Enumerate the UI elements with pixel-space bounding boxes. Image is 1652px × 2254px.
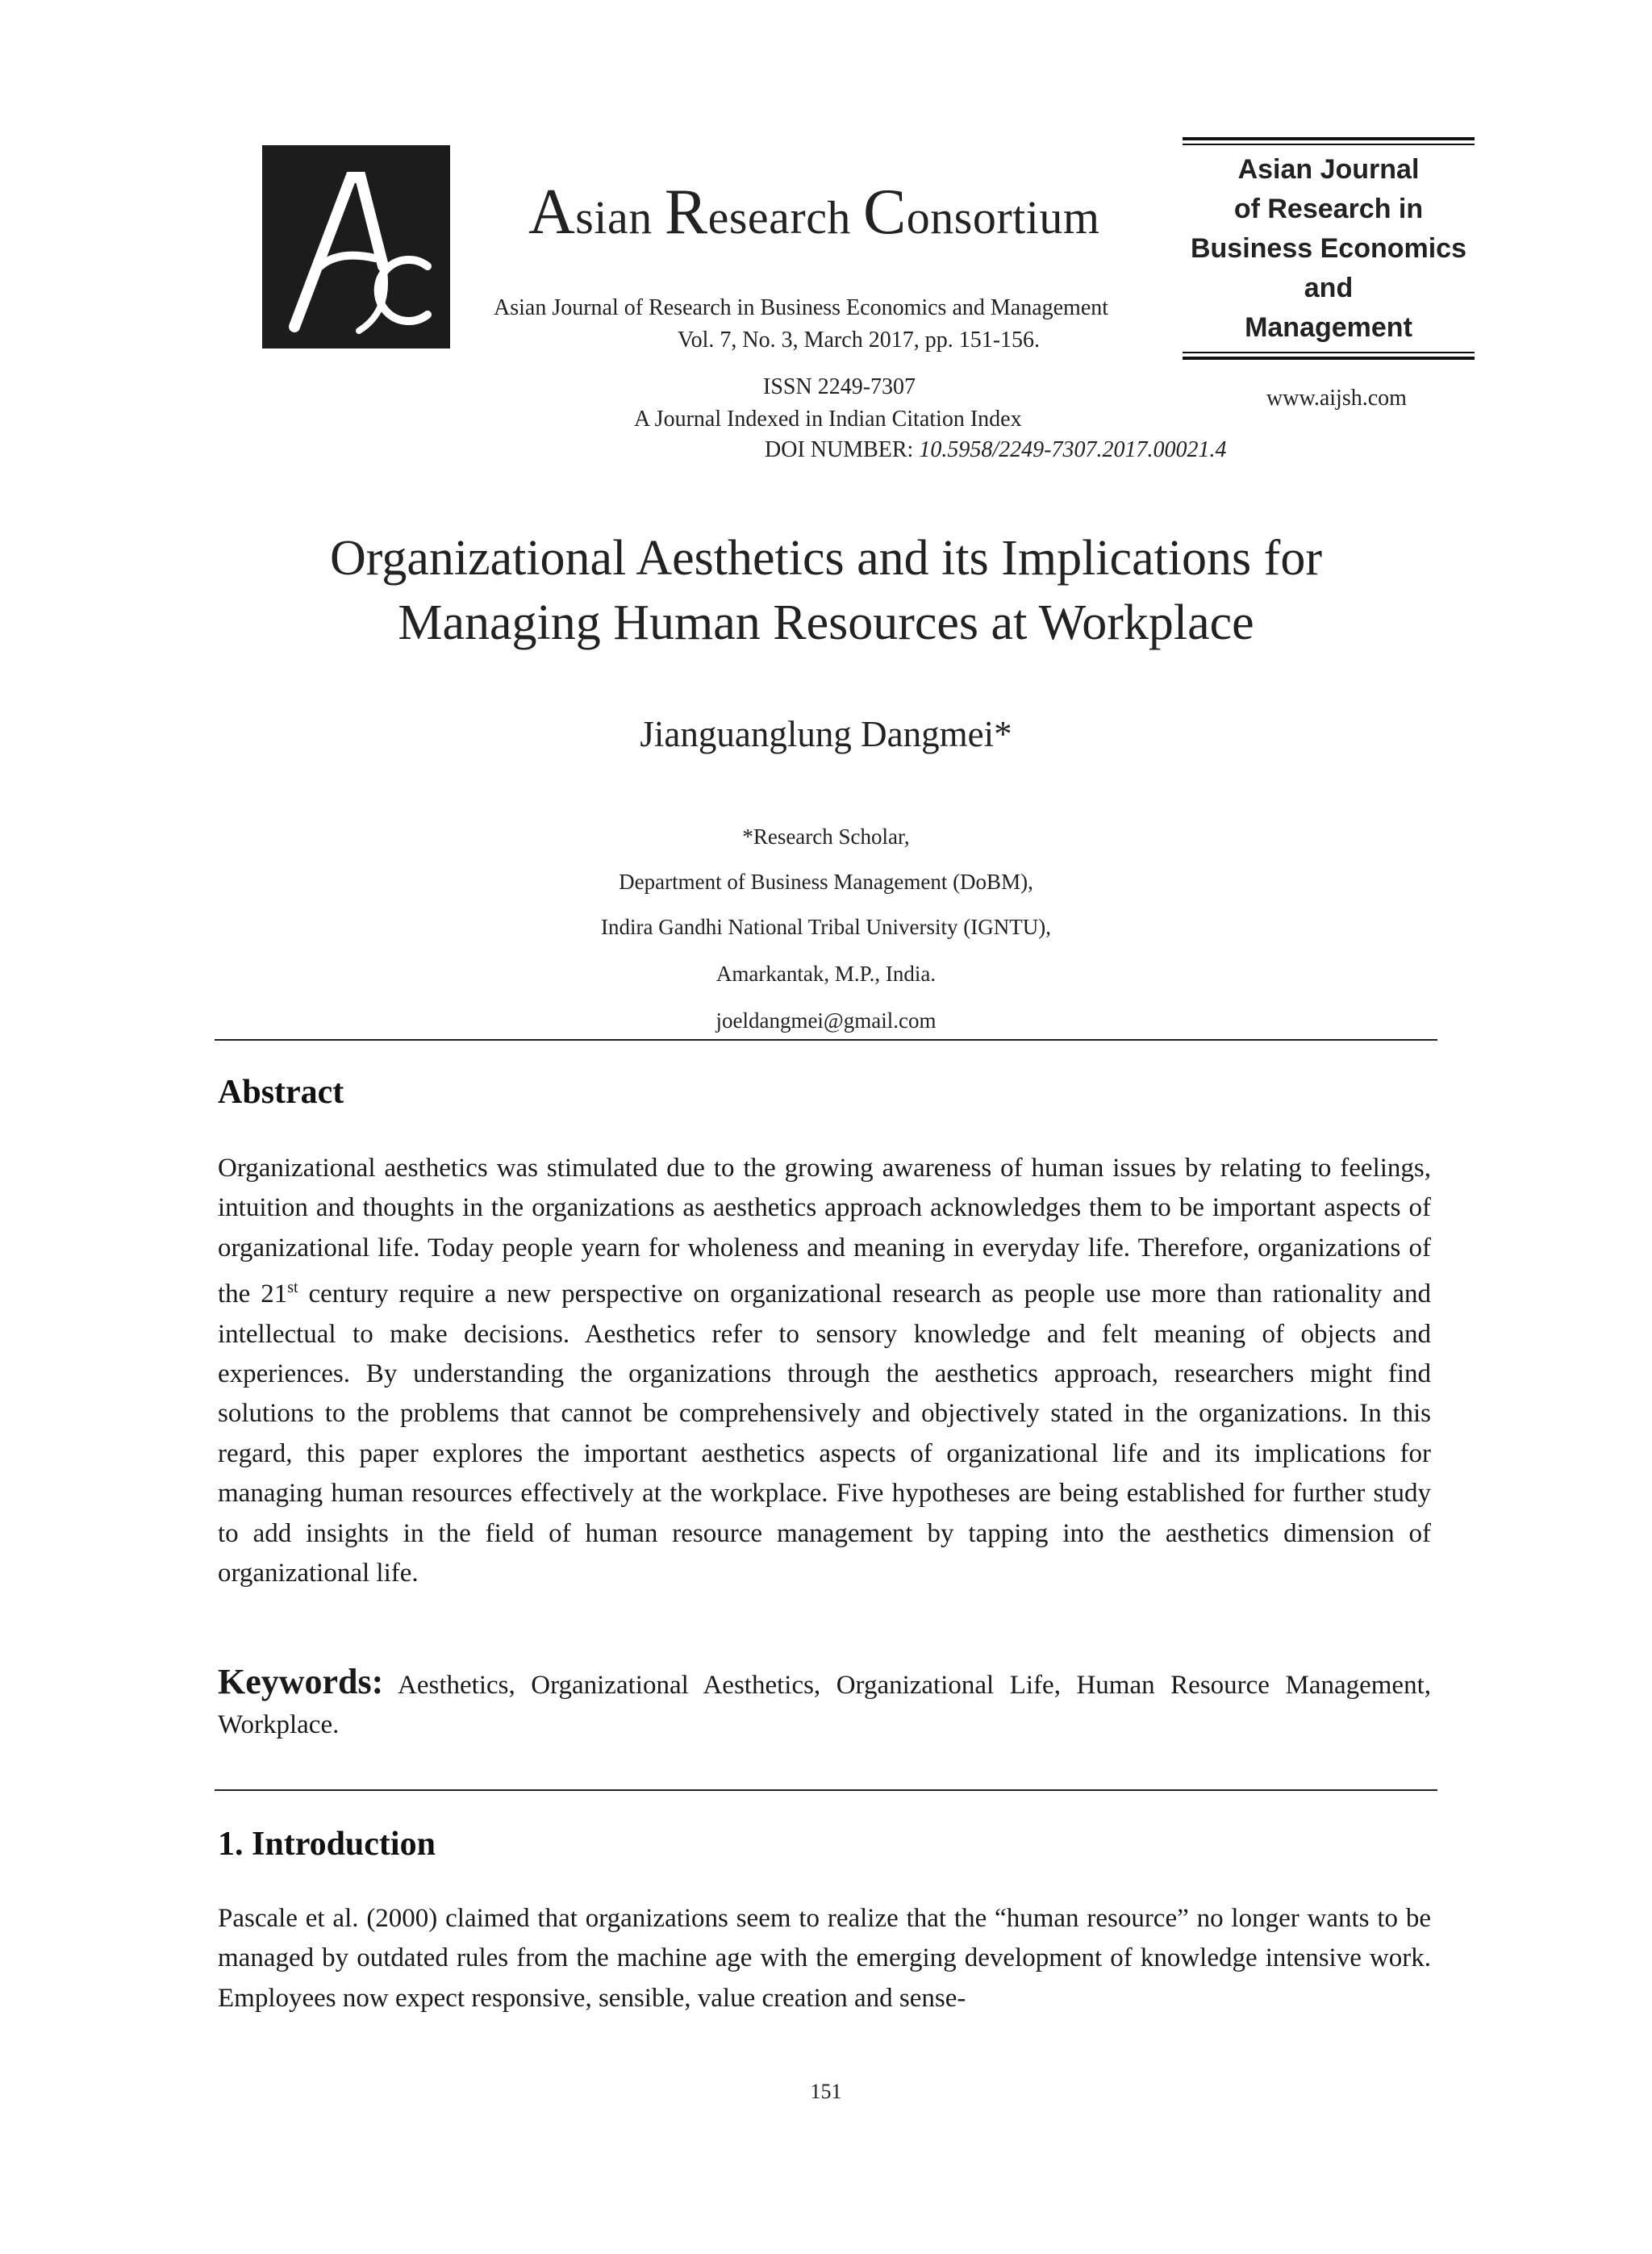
journal-box-line: of Research in	[1233, 194, 1424, 224]
journal-box-bottom-rule-thin	[1183, 352, 1475, 353]
keywords-label: Keywords:	[218, 1662, 384, 1701]
affiliation-role: *Research Scholar,	[742, 824, 910, 849]
abstract-superscript: st	[287, 1279, 298, 1297]
journal-box-title	[1183, 150, 1475, 348]
author-email: joeldangmei@gmail.com	[715, 1008, 937, 1033]
affiliation-department: Department of Business Management (DoBM),	[619, 870, 1033, 894]
journal-box-line: and	[1304, 273, 1354, 303]
issn: ISSN 2249-7307	[763, 374, 916, 399]
keywords	[218, 1662, 1431, 1746]
arc-logo-icon	[262, 145, 450, 349]
arc-logo	[262, 145, 450, 349]
abstract-heading: Abstract	[218, 1074, 344, 1111]
journal-name: Asian Journal of Research in Business Economics and Management	[494, 295, 1109, 320]
author-name: Jianguanglung Dangmei*	[640, 714, 1012, 754]
consortium-name	[528, 176, 1100, 249]
page-number: 151	[810, 2080, 842, 2103]
doi	[765, 437, 1226, 463]
journal-box-line: Management	[1245, 312, 1412, 343]
doi-label: DOI NUMBER:	[765, 437, 920, 462]
consortium-word-consortium: onsortium	[906, 191, 1100, 244]
consortium-initial-a: A	[528, 177, 576, 248]
abstract-text-part-2: century require a new perspective on organizational research as people use more than rationality and intellectual to make decisions. Aesthetics refer to sensory knowledge and felt meaning of objects and experiences. By understanding the organizations through the aesthetics approach, researchers might find solutions to the problems that cannot be comprehensively and objectively stated in the organizations. In this regard, this paper explores the important aesthetics aspects of organizational life and its implications for managing human resources effectively at the workplace. Five hypotheses are being established for further study to add insights in the field of human resource management by tapping into the aesthetics dimension of organizational life.	[218, 1279, 1431, 1588]
journal-box-top-rule	[1183, 137, 1475, 140]
journal-box-top-rule-thin	[1183, 144, 1475, 145]
doi-value: 10.5958/2249-7307.2017.00021.4	[919, 437, 1227, 462]
introduction-text: Pascale et al. (2000) claimed that organizations seem to realize that the “human resource” no longer wants to be managed by outdated rules from the machine age with the emerging development of knowledge intensive work. Employees now expect responsive, sensible, value creation and sense-	[218, 1904, 1431, 2013]
divider-top	[215, 1039, 1437, 1041]
affiliation-university: Indira Gandhi National Tribal University (IGNTU),	[601, 915, 1051, 939]
index-note: A Journal Indexed in Indian Citation Index	[634, 407, 1022, 432]
paper-title-line-1: Organizational Aesthetics and its Implications for	[330, 531, 1322, 586]
journal-volume: Vol. 7, No. 3, March 2017, pp. 151-156.	[678, 328, 1041, 353]
abstract-text-part-1: Organizational aesthetics was stimulated due to the growing awareness of human issues by relating to feelings, intuition and thoughts in the organizations as aesthetics approach acknowledges them to be important aspects of organizational life. Today people yearn for wholeness and meaning in everyday life. Therefore, organizations of the 21	[218, 1154, 1431, 1309]
abstract-text	[218, 1149, 1431, 1593]
divider-bottom	[215, 1789, 1437, 1791]
keywords-text: Aesthetics, Organizational Aesthetics, Organizational Life, Human Resource Management, Workplace.	[218, 1671, 1431, 1740]
consortium-word-research: esearch	[707, 191, 863, 244]
journal-website: www.aijsh.com	[1266, 386, 1407, 411]
journal-box-line: Asian Journal	[1237, 154, 1420, 185]
paper-title-line-2: Managing Human Resources at Workplace	[398, 595, 1254, 650]
consortium-word-asian: sian	[575, 191, 665, 244]
journal-box-bottom-rule	[1183, 357, 1475, 360]
affiliation-location: Amarkantak, M.P., India.	[715, 962, 937, 986]
paper-title	[161, 526, 1491, 655]
journal-box-line: Business Economics	[1190, 233, 1466, 264]
introduction-heading: 1. Introduction	[218, 1826, 436, 1863]
consortium-initial-c: C	[862, 177, 907, 248]
consortium-initial-r: R	[664, 177, 708, 248]
